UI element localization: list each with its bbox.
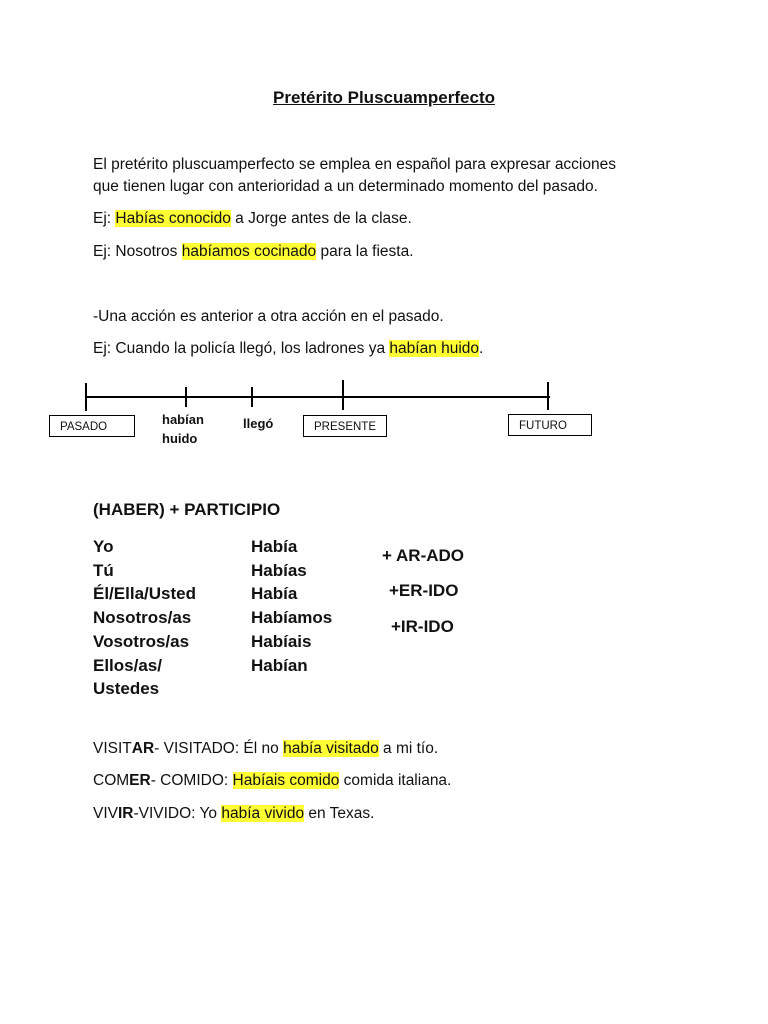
verb-example-visitar [93, 738, 438, 760]
example-3 [93, 338, 483, 360]
ending-er: +ER-IDO [389, 581, 459, 600]
example-3-prefix: Ej: Cuando la policía llegó, los ladrones ya [93, 340, 390, 357]
haber-forms-column [251, 535, 332, 677]
verb-stem: VIV [93, 805, 118, 822]
verb-example-suffix: comida italiana. [339, 772, 452, 789]
example-2-highlight: habíamos cocinado [181, 243, 317, 260]
timeline-tick-habian-huido [185, 387, 187, 407]
verb-stem: VISIT [93, 740, 132, 757]
verb-participle: - COMIDO: [150, 772, 233, 789]
timeline-box-pasado: PASADO [49, 415, 135, 437]
verb-ending: AR [131, 740, 155, 757]
timeline-tick-presente [342, 380, 344, 410]
verb-example-vivir [93, 803, 374, 825]
pronoun-item: Tú [93, 560, 114, 580]
verb-ending: ER [129, 772, 151, 789]
example-3-highlight: habían huido [389, 340, 480, 357]
intro-line-1: El pretérito pluscuamperfecto se emplea en español para expresar acciones [93, 156, 616, 173]
example-2-prefix: Ej: Nosotros [93, 243, 182, 260]
haber-form: Habíamos [251, 608, 333, 628]
verb-participle: - VISITADO: Él no [154, 740, 284, 757]
verb-participle: -VIVIDO: Yo [133, 805, 222, 822]
rule-text: -Una acción es anterior a otra acción en el pasado. [93, 308, 444, 325]
pronoun-item: Ustedes [93, 679, 160, 699]
example-3-suffix: . [479, 340, 484, 357]
timeline-label-huido: huido [162, 431, 198, 446]
pronoun-item: Él/Ella/Usted [93, 584, 196, 604]
pronoun-item: Yo [93, 537, 114, 556]
timeline-axis [86, 396, 550, 398]
example-2 [93, 241, 414, 263]
verb-example-highlight: había visitado [283, 740, 379, 757]
page-title: Pretérito Pluscuamperfecto [272, 88, 495, 107]
verb-example-suffix: en Texas. [304, 805, 375, 822]
example-2-suffix: para la fiesta. [316, 243, 414, 260]
ending-ar: + AR-ADO [382, 546, 465, 565]
verb-example-suffix: a mi tío. [378, 740, 439, 757]
timeline-tick-pasado [85, 383, 87, 411]
timeline-tick-futuro [547, 382, 549, 410]
haber-form: Habíais [251, 631, 312, 651]
verb-example-highlight: Habíais comido [232, 772, 340, 789]
haber-form: Habías [251, 560, 307, 580]
haber-form: Había [251, 584, 298, 604]
intro-paragraph [93, 154, 616, 198]
example-1-prefix: Ej: [93, 210, 116, 227]
example-1-highlight: Habías conocido [115, 210, 231, 227]
intro-line-2: que tienen lugar con anterioridad a un determinado momento del pasado. [93, 178, 598, 195]
timeline-label-llego: llegó [243, 416, 274, 431]
example-1-suffix: a Jorge antes de la clase. [230, 210, 412, 227]
pronoun-item: Vosotros/as [93, 631, 190, 651]
formula-heading: (HABER) + PARTICIPIO [93, 500, 281, 519]
verb-example-highlight: había vivido [221, 805, 305, 822]
verb-stem: COM [93, 772, 130, 789]
timeline-box-presente: PRESENTE [303, 415, 387, 437]
pronoun-item: Ellos/as/ [93, 655, 162, 675]
haber-form: Había [251, 537, 298, 556]
example-1 [93, 208, 412, 230]
timeline-box-futuro: FUTURO [508, 414, 592, 436]
timeline-label-habian: habían [162, 412, 204, 427]
verb-ending: IR [117, 805, 134, 822]
pronoun-item: Nosotros/as [93, 608, 192, 628]
timeline-tick-llego [251, 387, 253, 407]
haber-form: Habían [251, 655, 308, 675]
verb-example-comer [93, 770, 451, 792]
timeline-label-habian-huido [162, 410, 204, 448]
ending-ir: +IR-IDO [391, 617, 454, 636]
pronoun-column [93, 535, 196, 701]
